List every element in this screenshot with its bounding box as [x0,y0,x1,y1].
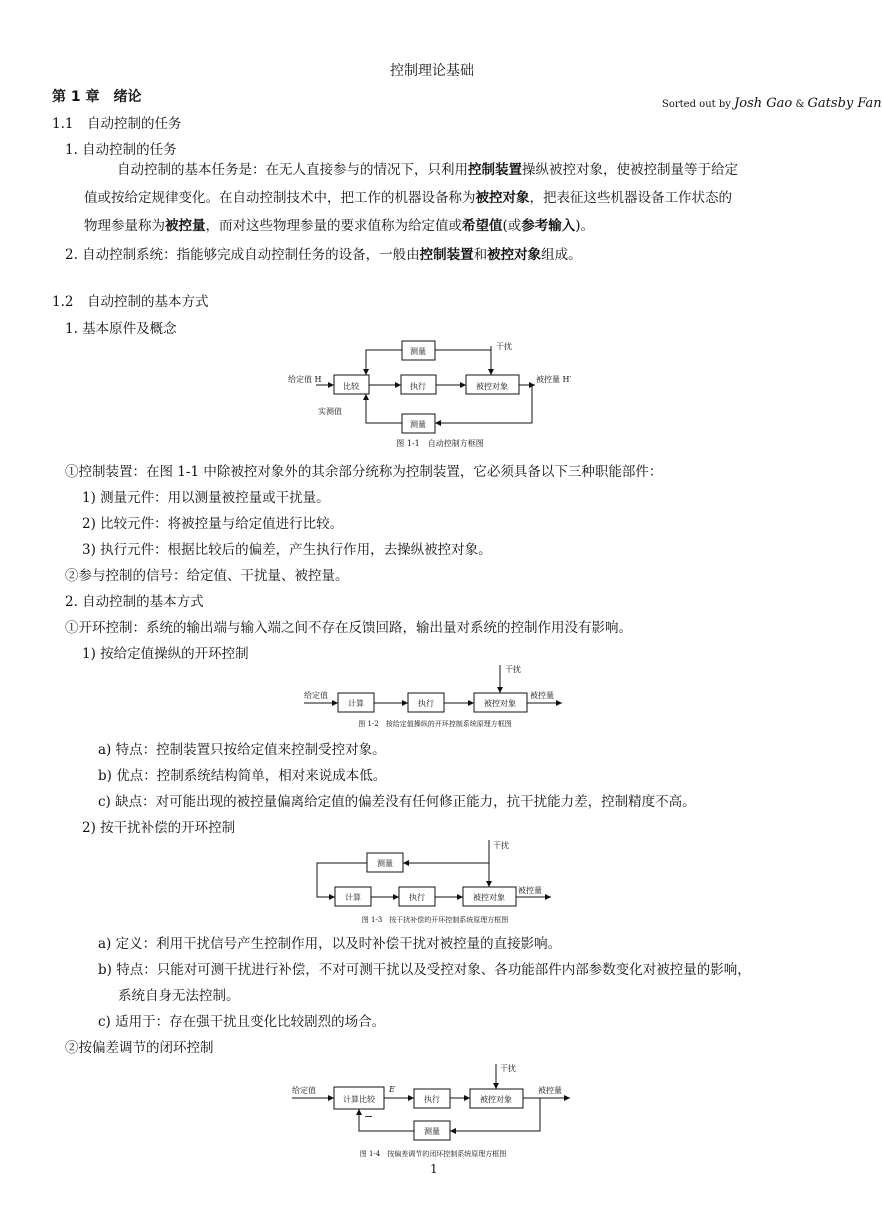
f4-disturb: 干扰 [500,1064,516,1073]
task-line-2: 值或按给定规律变化。在自动控制技术中，把工作的机器设备称为被控对象，把表征这些机器设备工作状态的 [84,190,732,206]
item-system-line: 2. 自动控制系统：指能够完成自动控制任务的设备，一般由控制装置和被控对象组成。 [65,247,582,263]
open-loop-line: ①开环控制：系统的输出端与输入端之间不存在反馈回路，输出量对系统的控制作用没有影响。 [65,620,632,636]
section-heading-1-2: 1.2 自动控制的基本方式 [52,294,209,310]
applicable-c-line: c) 适用于：存在强干扰且变化比较剧烈的场合。 [98,1014,386,1030]
f4-measure: 测量 [424,1127,440,1136]
f1-input: 给定值 H [288,375,322,384]
item-task-title: 1. 自动控制的任务 [65,142,177,158]
open-loop-setpoint-title: 1) 按给定值操纵的开环控制 [82,646,249,662]
figure-1-3 [305,836,565,928]
credit-name-1: Josh Gao [734,96,793,111]
f4-caption: 图 1-4 按偏差调节的闭环控制系统原理方框图 [359,1150,507,1158]
execute-element-line: 3) 执行元件：根据比较后的偏差，产生执行作用，去操纵被控对象。 [82,542,492,558]
f4-minus: − [364,1110,374,1123]
figure-1-2 [300,660,580,732]
f3-calc: 计算 [345,893,361,902]
task-line-3: 物理参量称为被控量，而对这些物理参量的要求值称为给定值或希望值(或参考输入)。 [84,218,595,234]
f2-input: 给定值 [304,691,328,700]
f4-error: E [389,1085,395,1094]
control-device-line: ①控制装置：在图 1-1 中除被控对象外的其余部分统称为控制装置，它必须具备以下三种职能部件： [65,464,663,480]
figure-1-4 [288,1058,588,1162]
f4-compare: 计算比较 [343,1095,375,1104]
page-number: 1 [430,1162,438,1176]
section-heading-1-1: 1.1 自动控制的任务 [52,116,182,132]
closed-loop-title: ②按偏差调节的闭环控制 [65,1040,214,1056]
compare-element-line: 2) 比较元件：将被控量与给定值进行比较。 [82,516,344,532]
f3-execute: 执行 [409,893,425,902]
f3-measure: 测量 [377,859,393,868]
credit-line [662,96,882,111]
credit-prefix: Sorted out by [662,99,731,110]
f1-execute: 执行 [410,382,426,391]
feature-a-line: a) 特点：控制装置只按给定值来控制受控对象。 [98,742,386,758]
f3-disturb: 干扰 [493,841,509,850]
item-basic-components-title: 1. 基本原件及概念 [65,321,177,337]
f2-output: 被控量 [530,691,554,700]
drawback-c-line: c) 缺点：对可能出现的被控量偏离给定值的偏差没有任何修正能力，抗干扰能力差，控制精度不高。 [98,794,696,810]
feature-b-line-1: b) 特点：只能对可测干扰进行补偿，不对可测干扰以及受控对象、各功能部件内部参数变化对被控量的影响， [98,962,751,978]
f4-plant: 被控对象 [480,1095,512,1104]
credit-name-2: Gatsby Fan [807,96,882,111]
task-paragraph [84,156,824,240]
f4-input: 给定值 [292,1086,316,1095]
f3-caption: 图 1-3 按干扰补偿的开环控制系统原理方框图 [361,916,509,924]
f2-execute: 执行 [418,699,434,708]
f1-measure-bottom: 测量 [410,420,426,429]
f1-measure-top: 测量 [410,347,426,356]
feature-b-line-2: 系统自身无法控制。 [118,988,240,1004]
definition-a-line: a) 定义：利用干扰信号产生控制作用，以及时补偿干扰对被控量的直接影响。 [98,936,562,952]
document-title: 控制理论基础 [390,63,474,79]
f1-disturb: 干扰 [496,342,512,351]
f2-plant: 被控对象 [484,699,516,708]
f3-output: 被控量 [518,886,542,895]
f1-actual: 实测值 [318,407,342,416]
signals-line: ②参与控制的信号：给定值、干扰量、被控量。 [65,568,349,584]
f3-plant: 被控对象 [473,893,505,902]
task-line-1: 自动控制的基本任务是：在无人直接参与的情况下，只利用控制装置操纵被控对象，使被控制量等于给定 [117,162,738,178]
chapter-heading: 第 1 章 绪论 [52,89,142,105]
advantage-b-line: b) 优点：控制系统结构简单，相对来说成本低。 [98,768,387,784]
f2-disturb: 干扰 [505,665,521,674]
figure-1-1 [280,334,600,454]
f2-caption: 图 1-2 按给定值操纵的开环控制系统原理方框图 [358,720,512,728]
f2-calc: 计算 [348,699,364,708]
f1-caption: 图 1-1 自动控制方框图 [396,439,484,448]
f4-execute: 执行 [424,1095,440,1104]
item-basic-modes-title: 2. 自动控制的基本方式 [65,594,204,610]
credit-amp: & [795,99,805,110]
f1-compare: 比较 [343,382,359,391]
f4-output: 被控量 [538,1086,562,1095]
f1-output: 被控量 H′ [536,375,572,384]
open-loop-disturbance-title: 2) 按干扰补偿的开环控制 [82,820,236,836]
measure-element-line: 1) 测量元件：用以测量被控量或干扰量。 [82,490,330,506]
f1-plant: 被控对象 [476,382,508,391]
